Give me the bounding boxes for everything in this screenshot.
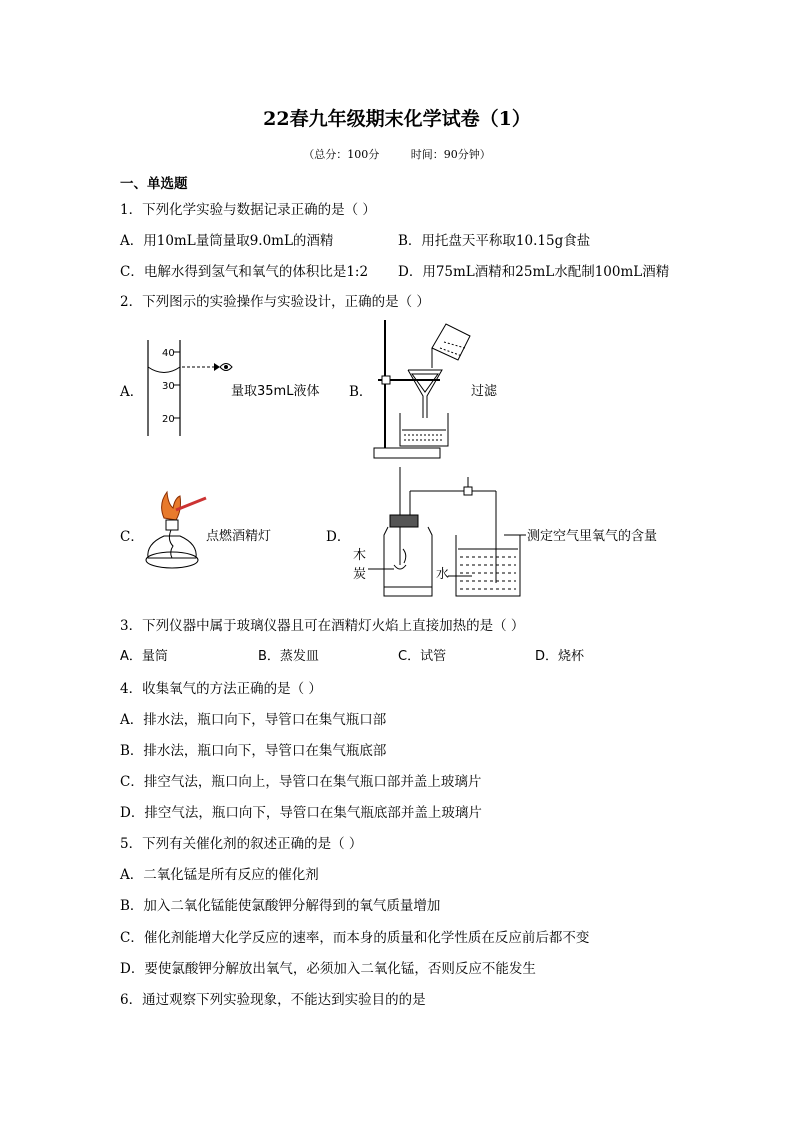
question-2-option-a-letter: A．	[120, 384, 144, 400]
question-1-option-d: D．用75mL酒精和25mL水配制100mL酒精	[398, 264, 670, 280]
question-1-stem: 1．下列化学实验与数据记录正确的是（ ）	[120, 202, 376, 218]
flame-icon	[162, 492, 181, 520]
question-6-stem: 6．通过观察下列实验现象，不能达到实验目的的是	[120, 992, 426, 1008]
question-1-option-c: C．电解水得到氢气和氧气的体积比是1:2	[120, 264, 369, 280]
oxygen-content-figure	[348, 465, 528, 600]
page-title: 22春九年级期末化学试卷（1）	[263, 108, 531, 130]
charcoal-label-1: 木	[353, 548, 367, 563]
eye-icon	[220, 364, 232, 371]
question-2-option-a-caption: 量取35mL液体	[231, 384, 320, 399]
filtration-figure	[370, 318, 480, 463]
question-4-option-c: C．排空气法，瓶口向上，导管口在集气瓶口部并盖上玻璃片	[120, 774, 482, 790]
tick-label-20: 20	[162, 414, 175, 425]
question-4-option-a: A．排水法，瓶口向下，导管口在集气瓶口部	[120, 712, 387, 728]
question-2-option-d-caption: 测定空气里氧气的含量	[527, 529, 658, 544]
section-heading: 一、单选题	[120, 176, 188, 192]
tick-label-40: 40	[162, 348, 175, 359]
question-5-option-c: C．催化剂能增大化学反应的速率，而本身的质量和化学性质在反应前后都不变	[120, 930, 590, 946]
pouring-beaker-icon	[432, 324, 470, 368]
question-4-stem: 4．收集氧气的方法正确的是（ ）	[120, 681, 322, 697]
question-3-stem: 3．下列仪器中属于玻璃仪器且可在酒精灯火焰上直接加热的是（ ）	[120, 618, 525, 634]
question-2-option-b-letter: B．	[349, 384, 373, 400]
question-5-option-b: B．加入二氧化锰能使氯酸钾分解得到的氧气质量增加	[120, 898, 441, 914]
question-1-option-b: B．用托盘天平称取10.15g食盐	[398, 233, 591, 249]
question-2-option-b-caption: 过滤	[471, 384, 498, 399]
question-3-option-b: B．蒸发皿	[258, 649, 319, 664]
charcoal-label-2: 炭	[353, 567, 367, 582]
exam-meta	[0, 146, 794, 162]
question-3-option-d: D．烧杯	[535, 649, 585, 664]
exam-time: 时间：90分钟）	[410, 148, 491, 161]
question-2-stem: 2．下列图示的实验操作与实验设计，正确的是（ ）	[120, 294, 430, 310]
question-5-option-a: A．二氧化锰是所有反应的催化剂	[120, 867, 319, 883]
question-2-option-c-letter: C．	[120, 529, 144, 545]
alcohol-lamp-figure	[142, 488, 212, 580]
question-2-option-c-caption: 点燃酒精灯	[206, 529, 272, 544]
water-label: 水	[436, 567, 450, 582]
question-4-option-d: D．排空气法，瓶口向下，导管口在集气瓶底部并盖上玻璃片	[120, 805, 482, 821]
question-4-option-b: B．排水法，瓶口向下，导管口在集气瓶底部	[120, 743, 387, 759]
question-3-option-c: C．试管	[398, 649, 447, 664]
graduated-cylinder-figure	[140, 338, 235, 438]
question-5-option-d: D．要使氯酸钾分解放出氧气，必须加入二氧化锰，否则反应不能发生	[120, 961, 536, 977]
clamp-icon	[464, 477, 472, 495]
question-1-option-a: A．用10mL量筒量取9.0mL的酒精	[120, 233, 334, 249]
total-score: （总分：100分	[303, 148, 380, 161]
question-2-option-d-letter: D．	[326, 529, 351, 545]
tick-label-30: 30	[162, 381, 175, 392]
question-5-stem: 5．下列有关催化剂的叙述正确的是（ ）	[120, 836, 363, 852]
question-3-option-a: A．量筒	[120, 649, 168, 664]
